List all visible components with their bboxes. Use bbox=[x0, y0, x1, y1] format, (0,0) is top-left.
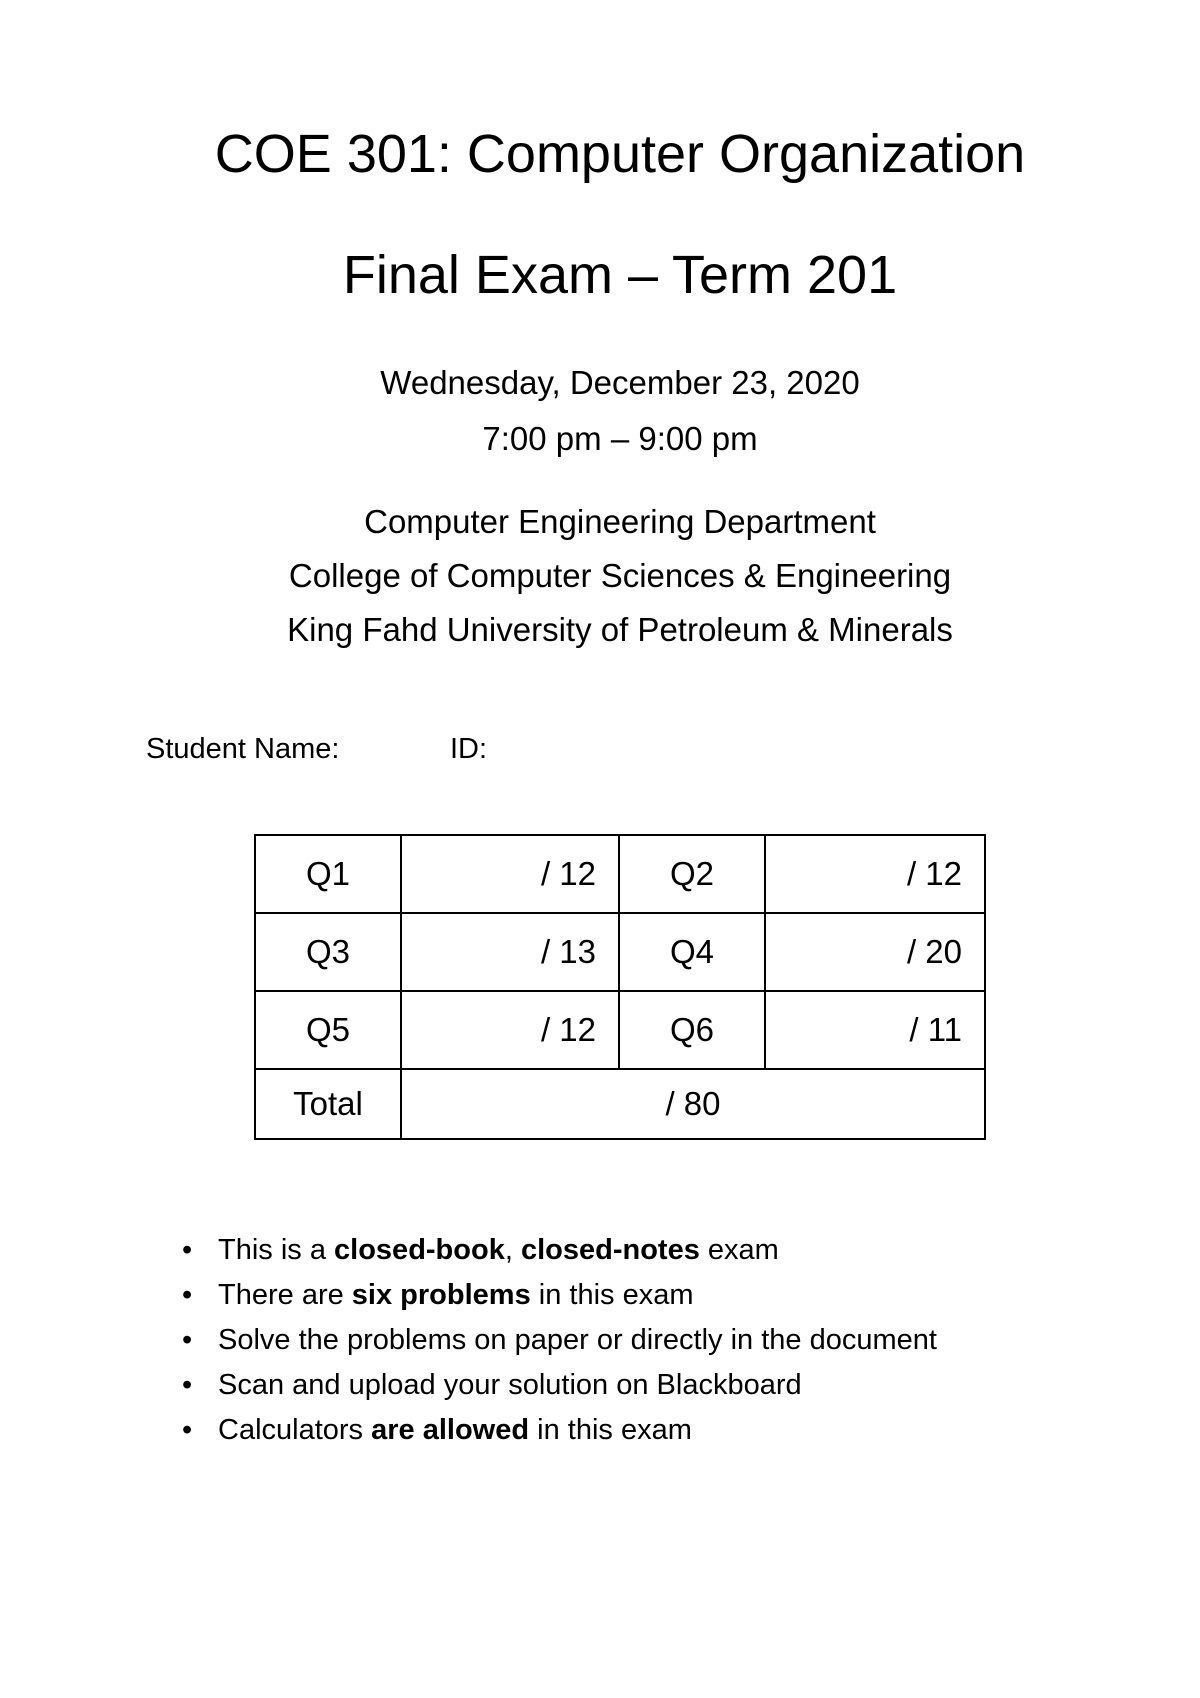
total-label: Total bbox=[255, 1069, 401, 1139]
student-name-label: Student Name: bbox=[146, 733, 340, 765]
question-score: / 12 bbox=[401, 991, 619, 1069]
question-label: Q1 bbox=[255, 835, 401, 913]
question-label: Q5 bbox=[255, 991, 401, 1069]
bullet-icon: • bbox=[182, 1234, 193, 1266]
total-row bbox=[255, 1069, 985, 1139]
question-score: / 12 bbox=[401, 835, 619, 913]
question-score: / 20 bbox=[765, 913, 985, 991]
total-score: / 80 bbox=[401, 1069, 985, 1139]
course-title: COE 301: Computer Organization bbox=[214, 124, 1026, 184]
instruction-item: • There are six problems in this exam bbox=[180, 1273, 937, 1318]
question-label: Q6 bbox=[619, 991, 765, 1069]
bullet-icon: • bbox=[182, 1324, 193, 1356]
question-score: / 12 bbox=[765, 835, 985, 913]
university-name: King Fahd University of Petroleum & Minerals bbox=[287, 611, 953, 648]
grade-table bbox=[254, 834, 986, 1140]
question-label: Q3 bbox=[255, 913, 401, 991]
instruction-item: • Scan and upload your solution on Blackboard bbox=[180, 1363, 937, 1408]
exam-time: 7:00 pm – 9:00 pm bbox=[482, 420, 758, 457]
instruction-item: • This is a closed-book, closed-notes exam bbox=[180, 1228, 937, 1273]
student-id-label: ID: bbox=[450, 733, 488, 765]
exam-title: Final Exam – Term 201 bbox=[342, 245, 898, 305]
grade-row bbox=[255, 991, 985, 1069]
instruction-item: • Solve the problems on paper or directly in the document bbox=[180, 1318, 937, 1363]
question-label: Q2 bbox=[619, 835, 765, 913]
bullet-icon: • bbox=[182, 1279, 193, 1311]
exam-date: Wednesday, December 23, 2020 bbox=[380, 364, 860, 401]
department-name: Computer Engineering Department bbox=[364, 503, 876, 540]
instruction-item: • Calculators are allowed in this exam bbox=[180, 1408, 937, 1453]
instructions-list bbox=[180, 1228, 937, 1453]
grade-row bbox=[255, 835, 985, 913]
bullet-icon: • bbox=[182, 1369, 193, 1401]
college-name: College of Computer Sciences & Engineering bbox=[288, 557, 952, 594]
question-score: / 11 bbox=[765, 991, 985, 1069]
question-label: Q4 bbox=[619, 913, 765, 991]
question-score: / 13 bbox=[401, 913, 619, 991]
bullet-icon: • bbox=[182, 1414, 193, 1446]
grade-row bbox=[255, 913, 985, 991]
